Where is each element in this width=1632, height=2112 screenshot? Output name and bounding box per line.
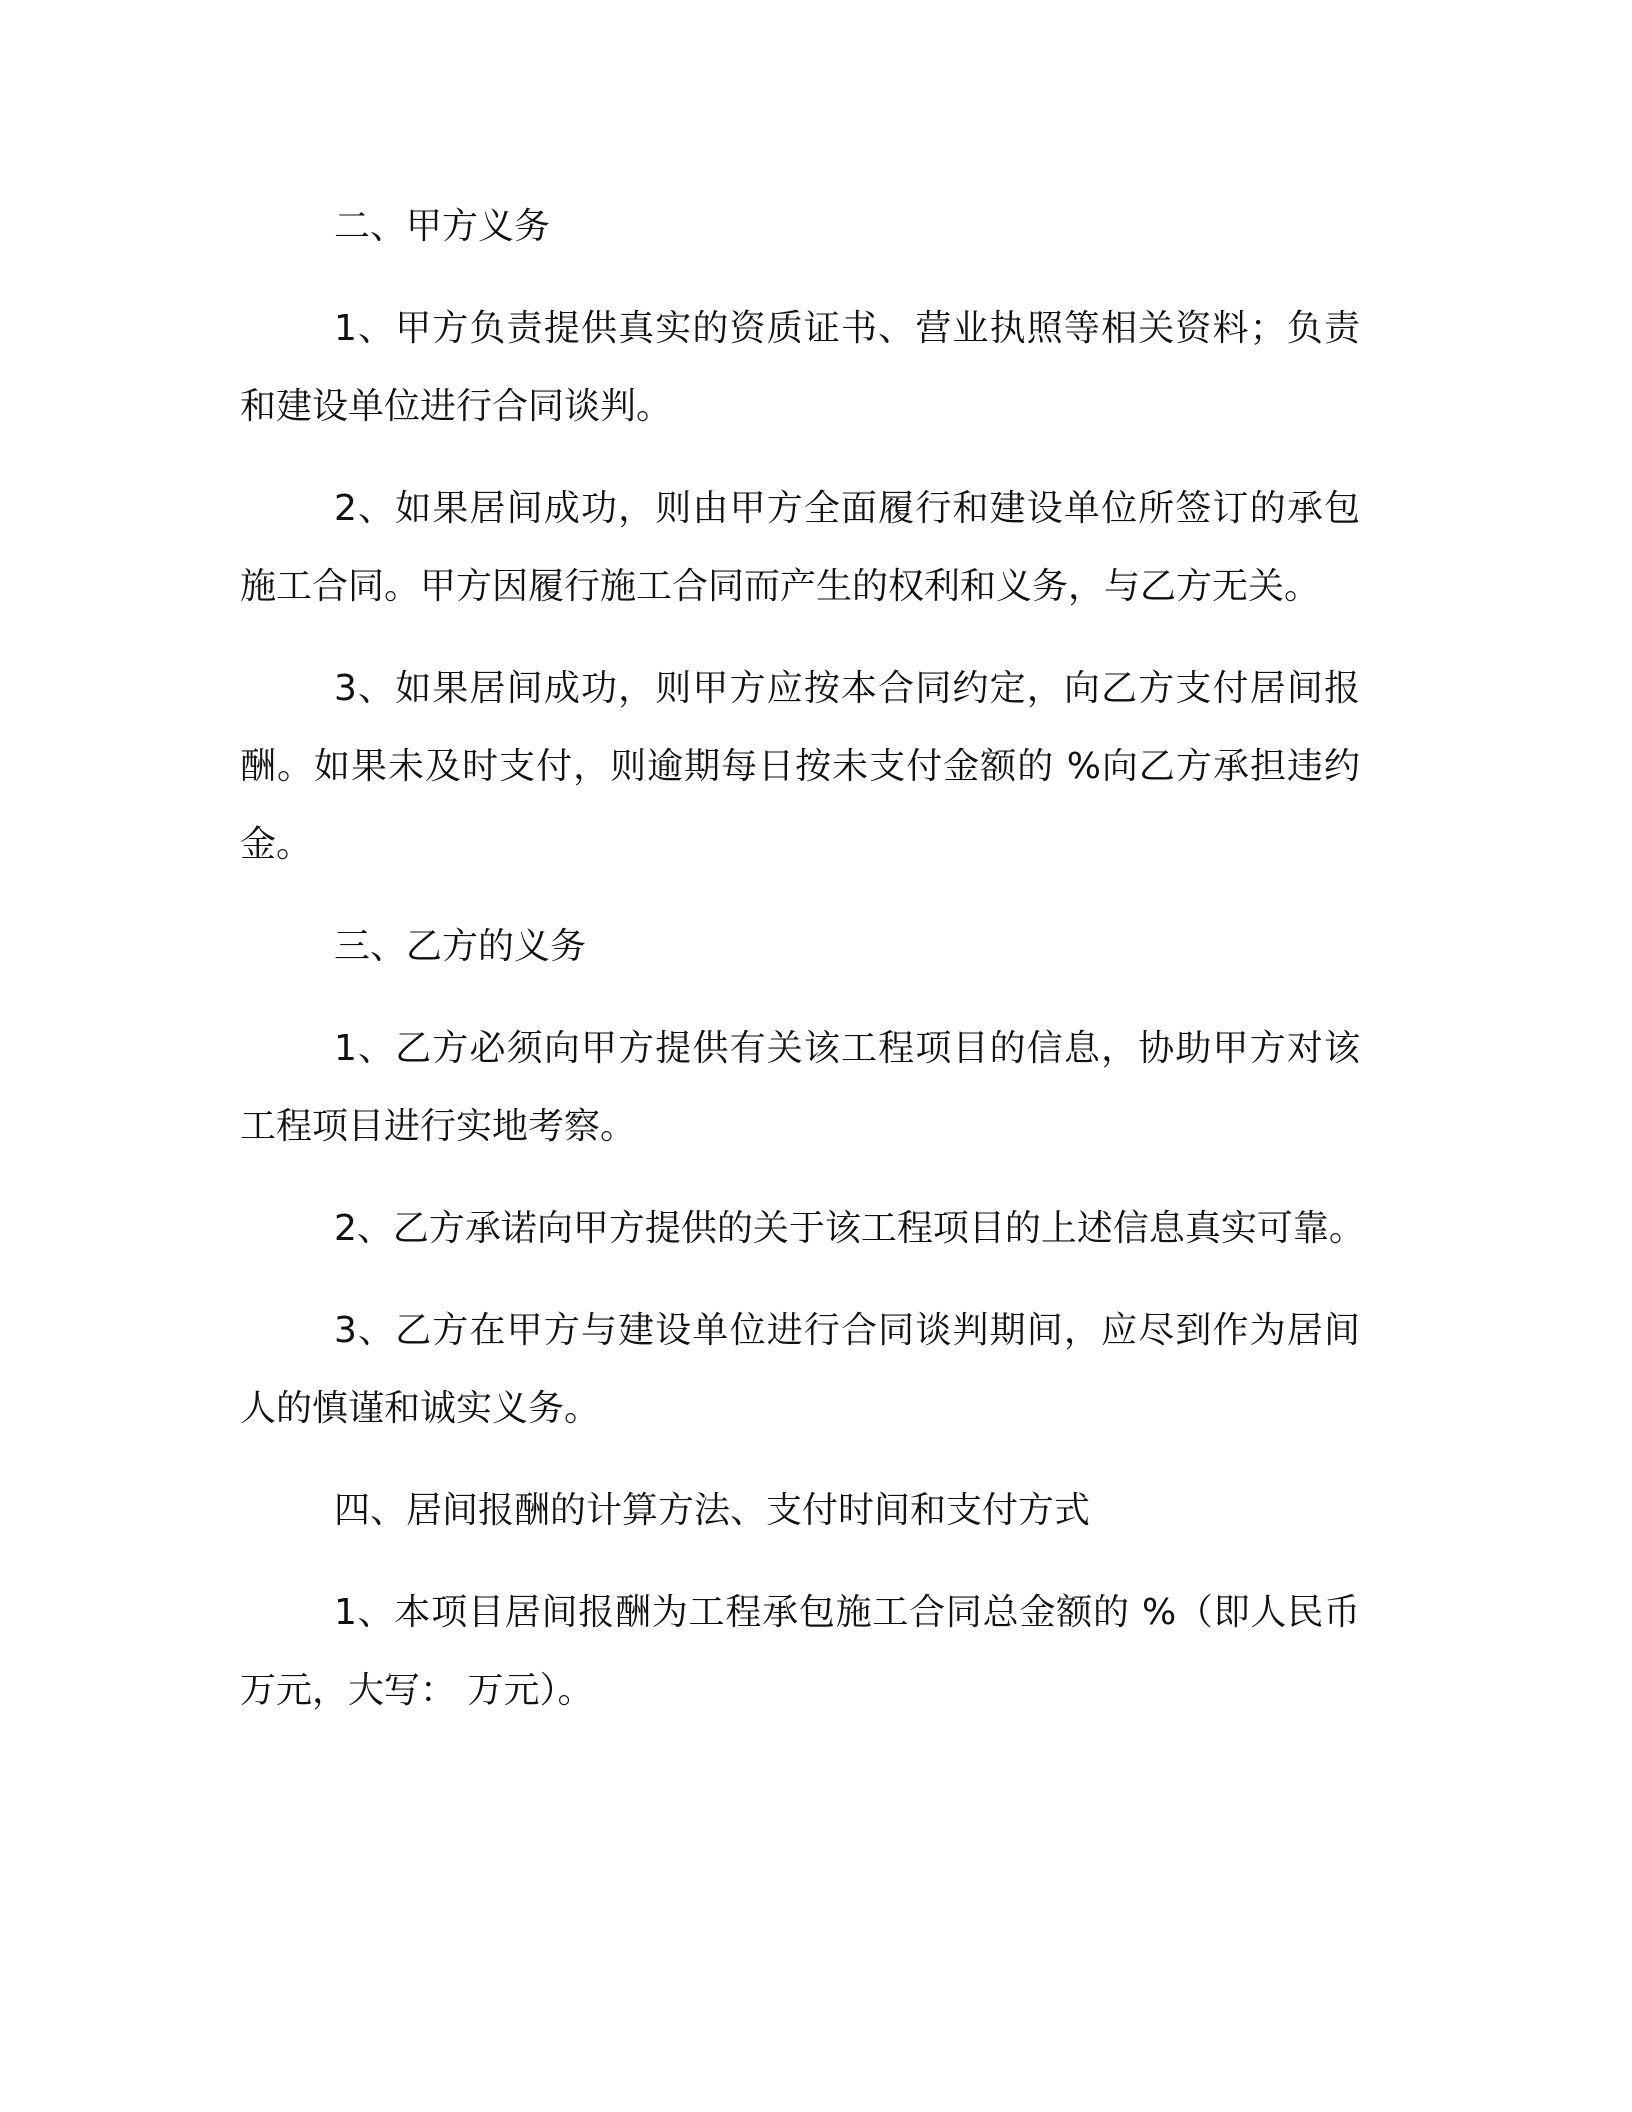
party-b-clause-3: 3、乙方在甲方与建设单位进行合同谈判期间，应尽到作为居间人的慎谨和诚实义务。 [240,1310,1360,1429]
section-heading-party-b-obligations: 三、乙方的义务 [334,926,587,967]
section-heading-party-a-obligations: 二、甲方义务 [334,206,551,247]
party-a-clause-2: 2、如果居间成功，则由甲方全面履行和建设单位所签订的承包施工合同。甲方因履行施工合同而产生的权利和义务，与乙方无关。 [240,488,1360,607]
party-b-clause-1: 1、乙方必须向甲方提供有关该工程项目的信息，协助甲方对该工程项目进行实地考察。 [240,1028,1360,1147]
section-heading-brokerage-fee: 四、居间报酬的计算方法、支付时间和支付方式 [334,1490,1091,1531]
brokerage-fee-clause-1: 1、本项目居间报酬为工程承包施工合同总金额的 %（即人民币 万元，大写： 万元）。 [240,1592,1360,1711]
party-a-clause-3: 3、如果居间成功，则甲方应按本合同约定，向乙方支付居间报酬。如果未及时支付，则逾期每日按未支付金额的 %向乙方承担违约金。 [240,668,1360,865]
party-b-clause-2: 2、乙方承诺向甲方提供的关于该工程项目的上述信息真实可靠。 [334,1208,1365,1249]
party-a-clause-1: 1、甲方负责提供真实的资质证书、营业执照等相关资料；负责和建设单位进行合同谈判。 [240,308,1360,427]
document-page [240,188,1365,1754]
